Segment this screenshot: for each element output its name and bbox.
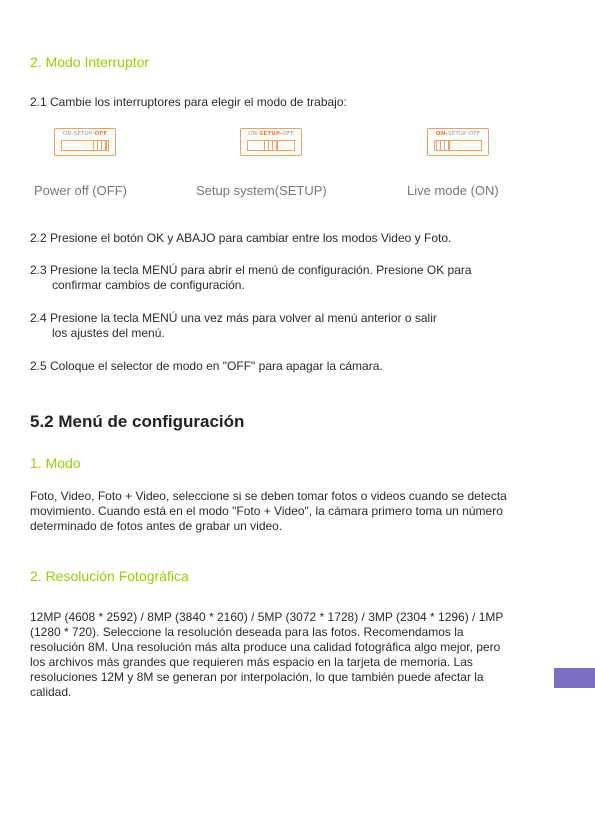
resolution-line-4: los archivos más grandes que requieren más espacio en la tarjeta de memoria. Las [30, 655, 473, 669]
resolution-line-5: resoluciones 12M y 8M se generan por interpolación, lo que también puede afectar la [30, 670, 484, 684]
mode-description [30, 489, 575, 534]
step-2-3-line2: confirmar cambios de configuración. [52, 278, 245, 292]
switch-setup-icon [240, 128, 302, 156]
switch-label-setup: SETUP- [73, 131, 95, 137]
side-tab-marker [554, 668, 595, 688]
switch-off-icon [54, 128, 116, 156]
switch-knob [264, 141, 278, 150]
subheading-mode: 1. Modo [30, 455, 81, 471]
step-2-4 [30, 311, 570, 341]
caption-live-mode: Live mode (ON) [407, 183, 499, 198]
mode-line-1: Foto, Video, Foto + Video, seleccione si se deben tomar fotos o videos cuando se detecta [30, 489, 507, 503]
step-2-3 [30, 263, 570, 293]
switch-label-off: OFF [468, 131, 481, 137]
resolution-line-1: 12MP (4608 * 2592) / 8MP (3840 * 2160) / 5MP (3072 * 1728) / 3MP (2304 * 1296) / 1MP [30, 610, 504, 624]
section-heading-config-menu: 5.2 Menú de configuración [30, 412, 245, 431]
step-2-4-line2: los ajustes del menú. [52, 326, 165, 340]
caption-setup-system: Setup system(SETUP) [196, 183, 327, 198]
switch-label-setup: SETUP- [259, 131, 283, 137]
switch-on-icon [427, 128, 489, 156]
mode-line-2: movimiento. Cuando está en el modo "Foto + Video", la cámara primero toma un número [30, 504, 503, 518]
switch-label-setup: SETUP- [448, 131, 469, 137]
resolution-line-3: resolución 8M. Una resolución más alta produce una calidad fotográfica algo mejor, pero [30, 640, 501, 654]
caption-power-off: Power off (OFF) [34, 183, 127, 198]
step-2-2: 2.2 Presione el botón OK y ABAJO para cambiar entre los modos Video y Foto. [30, 231, 452, 245]
subheading-photo-resolution: 2. Resolución Fotográfica [30, 568, 189, 584]
step-2-1: 2.1 Cambie los interruptores para elegir el modo de trabajo: [30, 95, 347, 109]
switch-label-off: OFF [282, 131, 294, 137]
step-2-3-line1: 2.3 Presione la tecla MENÚ para abrir el menú de configuración. Presione OK para [30, 263, 472, 277]
switch-label-on: ON- [248, 131, 260, 137]
switch-label-on: ON- [62, 131, 74, 137]
photo-resolution-description [30, 610, 575, 700]
switch-knob [93, 141, 107, 150]
mode-line-3: determinado de fotos antes de grabar un video. [30, 519, 283, 533]
step-2-5: 2.5 Coloque el selector de modo en "OFF" para apagar la cámara. [30, 359, 383, 373]
resolution-line-6: calidad. [30, 685, 72, 699]
section-heading-mode-switch: 2. Modo Interruptor [30, 54, 150, 70]
step-2-4-line1: 2.4 Presione la tecla MENÚ una vez más para volver al menú anterior o salir [30, 311, 437, 325]
switch-label-off: OFF [94, 131, 108, 137]
switch-knob [436, 141, 450, 150]
resolution-line-2: (1280 * 720). Seleccione la resolución deseada para las fotos. Recomendamos la [30, 625, 464, 639]
switch-label-on: ON- [435, 131, 448, 137]
